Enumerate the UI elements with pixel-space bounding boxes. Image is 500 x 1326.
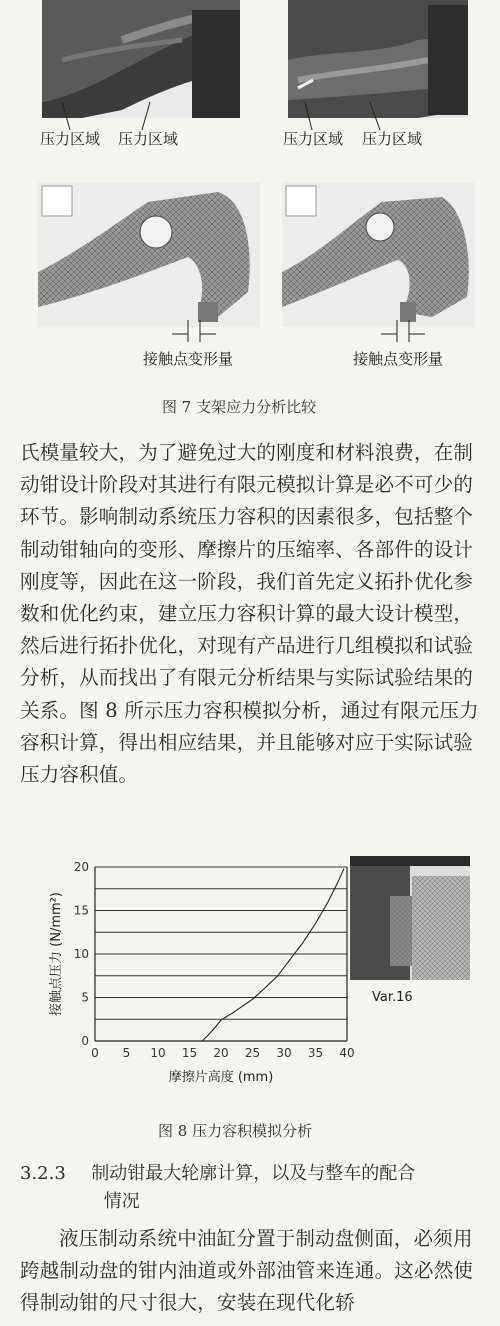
paragraph-1-text: 氏模量较大，为了避免过大的刚度和材料浪费，在制动钳设计阶段对其进行有限元模拟计算是必不可少的环节。影响制动系统压力容积的因素很多，包括整个制动钳轴向的变形、摩擦片的压缩率、各部件的设计刚度等，因此在这一阶段，我们首先定义拓扑优化参数和优化约束，建立压力容积计算的最大设计模型，然后进行拓扑优化，对现有产品进行几组模拟和试验分析，从而找出了有限元分析结果与实际试验结果的关系。图 8 所示压力容积模拟分析，通过有限元压力容积计算，得出相应结果，并且能够对应于实际试验压力容积值。 <box>20 441 479 787</box>
paragraph-2-text: 液压制动系统中油缸分置于制动盘侧面，必须用跨越制动盘的钳内油道或外部油管来连通。这必然使得制动钳的尺寸很大，安装在现代化轿 <box>20 1227 474 1315</box>
deformation-label-right: 接触点变形量 <box>353 350 444 368</box>
x-tick-label: 20 <box>213 1046 229 1060</box>
fem-image-caliper <box>350 856 470 980</box>
deformation-label-left: 接触点变形量 <box>143 350 234 368</box>
x-axis-label: 摩擦片高度 (mm) <box>168 1070 274 1085</box>
pressure-volume-chart <box>40 855 360 1095</box>
x-tick-label: 15 <box>181 1046 198 1060</box>
figure7-caption: 图 7 支架应力分析比较 <box>162 398 317 416</box>
section-title-line1: 制动钳最大轮廓计算，以及与整车的配合 <box>91 1163 416 1184</box>
x-tick-label: 25 <box>244 1046 261 1060</box>
section-number: 3.2.3 <box>20 1163 66 1184</box>
body-paragraph-2 <box>20 1223 488 1320</box>
x-tick-label: 0 <box>91 1046 99 1060</box>
y-tick-label: 0 <box>81 1034 89 1048</box>
pressure-region-label-4: 压力区域 <box>362 130 423 148</box>
y-tick-label: 15 <box>73 903 89 918</box>
y-axis-label: 接触点压力 (N/mm²) <box>49 892 64 1016</box>
section-heading <box>20 1160 415 1216</box>
x-tick-label: 10 <box>150 1046 166 1060</box>
pressure-region-label-2: 压力区域 <box>118 130 179 148</box>
section-title-line2: 情况 <box>103 1191 140 1212</box>
fem-image-mesh-right <box>282 182 474 327</box>
x-tick-label: 5 <box>122 1046 131 1060</box>
var-label: Var.16 <box>372 990 413 1005</box>
y-tick-label: 20 <box>73 860 89 874</box>
y-tick-label: 10 <box>73 947 89 961</box>
body-paragraph-1 <box>20 437 488 791</box>
x-tick-label: 30 <box>276 1046 292 1060</box>
y-tick-label: 5 <box>81 990 89 1005</box>
pressure-region-label-1: 压力区域 <box>40 130 101 148</box>
series-line <box>202 869 344 1041</box>
figure8-caption: 图 8 压力容积模拟分析 <box>158 1122 313 1140</box>
pressure-region-label-3: 压力区域 <box>283 130 344 148</box>
x-tick-label: 35 <box>307 1046 324 1060</box>
x-tick-label: 40 <box>339 1046 355 1060</box>
fem-image-mesh-left <box>38 182 260 327</box>
